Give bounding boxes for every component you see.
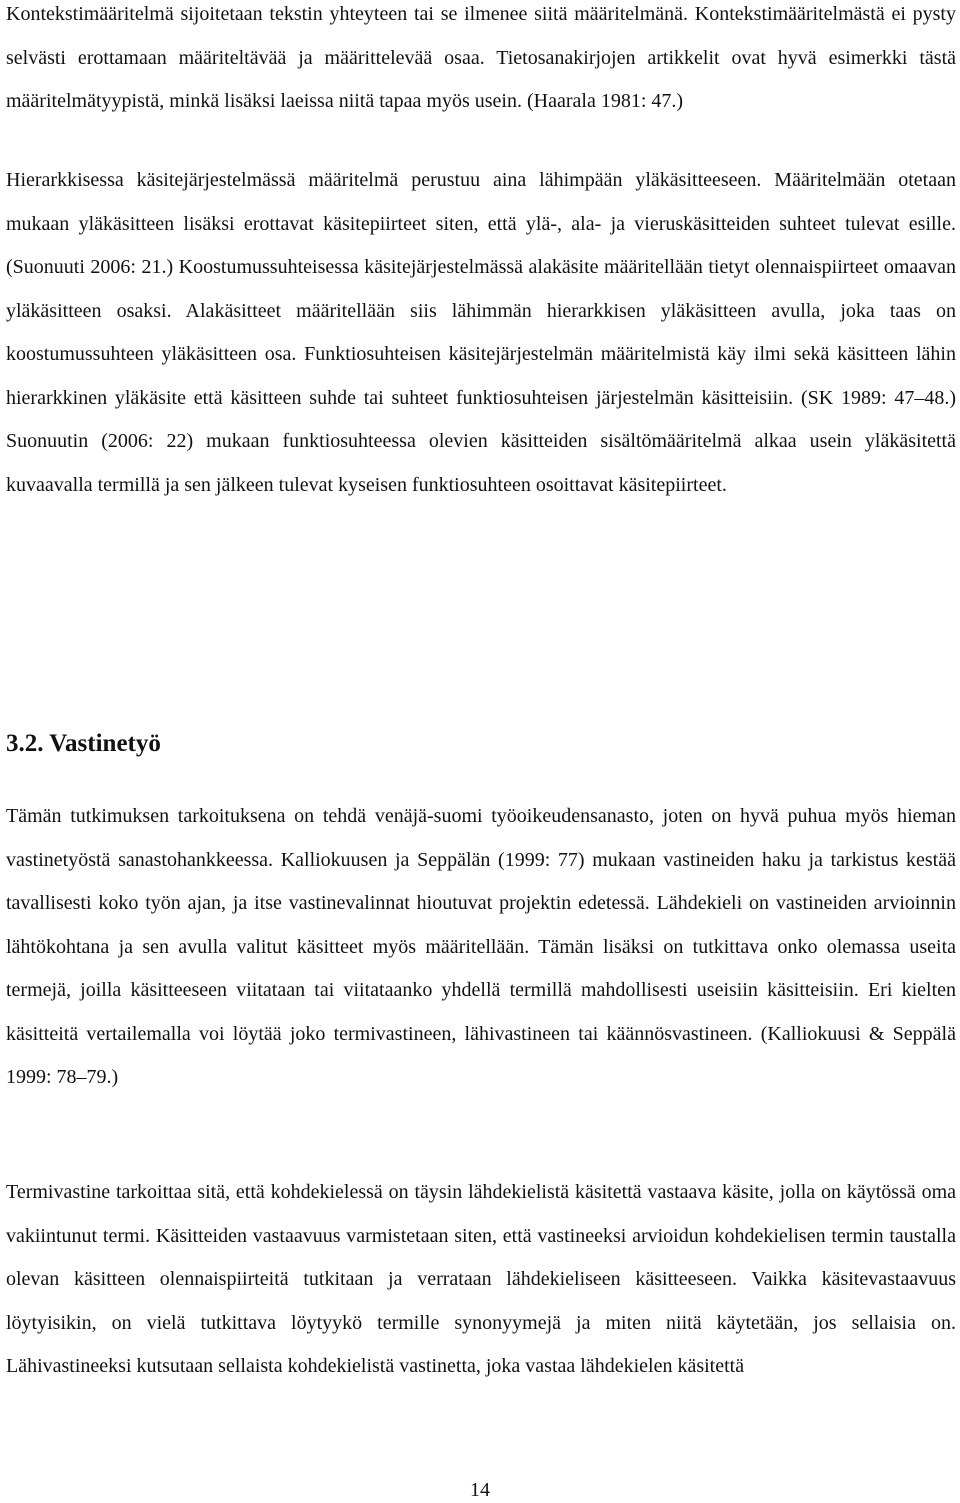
paragraph-equivalent-work: Tämän tutkimuksen tarkoituksena on tehdä venäjä-suomi työoikeudensanasto, joten on hyvä puhua myös hieman vastinetyöstä sanastohankkeessa. Kalliokuusen ja Seppälän (1999: 77) mukaan vastineiden haku ja tarkistus kestää tavallisesti koko työn ajan, ja itse vastinevalinnat hioutuvat projektin edetessä. Lähdekieli on vastineiden arvioinnin lähtökohtana ja sen avulla valitut käsitteet myös määritellään. Tämän lisäksi on tutkittava onko olemassa useita termejä, joilla käsitteeseen viitataan tai viitataanko yhdellä termillä mahdollisesti useisiin käsitteisiin. Eri kielten käsitteitä vertailemalla voi löytää joko termivastineen, lähivastineen tai käännösvastineen. (Kalliokuusi & Seppälä 1999: 78–79.) xyxy=(6,805,956,1088)
paragraph-term-equivalent: Termivastine tarkoittaa sitä, että kohdekielessä on täysin lähdekielistä käsitettä vastaava käsite, jolla on käytössä oma vakiintunut termi. Käsitteiden vastaavuus varmistetaan siten, että vastineeksi arvioidun kohdekielisen termin taustalla olevan käsitteen olennaispiirteitä tutkitaan ja verrataan lähdekieliseen käsitteeseen. Vaikka käsitevastaavuus löytyisikin, on vielä tutkittava löytyykö termille synonyymejä ja miten niitä käytetään, jos sellaisia on. Lähivastineeksi kutsutaan sellaista kohdekielistä vastinetta, joka vastaa lähdekielen käsitettä xyxy=(6,1181,956,1377)
section-heading: 3.2. Vastinetyö xyxy=(6,730,161,757)
page-number: 14 xyxy=(470,1479,490,1501)
paragraph-context-definition: Kontekstimääritelmä sijoitetaan tekstin yhteyteen tai se ilmenee siitä määritelmänä. Kontekstimääritelmästä ei pysty selvästi erottamaan määriteltävää ja määrittelevää osaa. Tietosanakirjojen artikkelit ovat hyvä esimerkki tästä määritelmätyypistä, minkä lisäksi laeissa niitä tapaa myös usein. (Haarala 1981: 47.) xyxy=(6,3,956,112)
paragraph-hierarchical-definition: Hierarkkisessa käsitejärjestelmässä määritelmä perustuu aina lähimpään yläkäsitteeseen. Määritelmään otetaan mukaan yläkäsitteen lisäksi erottavat käsitepiirteet siten, että ylä-, ala- ja vieruskäsitteiden suhteet tulevat esille. (Suonuuti 2006: 21.) Koostumussuhteisessa käsitejärjestelmässä alakäsite määritellään tietyt olennaispiirteet omaavan yläkäsitteen osaksi. Alakäsitteet määritellään siis lähimmän hierarkkisen yläkäsitteen avulla, joka taas on koostumussuhteen yläkäsitteen osa. Funktiosuhteisen käsitejärjestelmän määritelmistä käy ilmi sekä käsitteen lähin hierarkkinen yläkäsite että käsitteen suhde tai suhteet funktiosuhteisen järjestelmän käsitteisiin. (SK 1989: 47–48.) Suonuutin (2006: 22) mukaan funktiosuhteessa olevien käsitteiden sisältömääritelmä alkaa usein yläkäsitettä kuvaavalla termillä ja sen jälkeen tulevat kyseisen funktiosuhteen osoittavat käsitepiirteet. xyxy=(6,169,956,496)
document-page xyxy=(6,0,956,1503)
